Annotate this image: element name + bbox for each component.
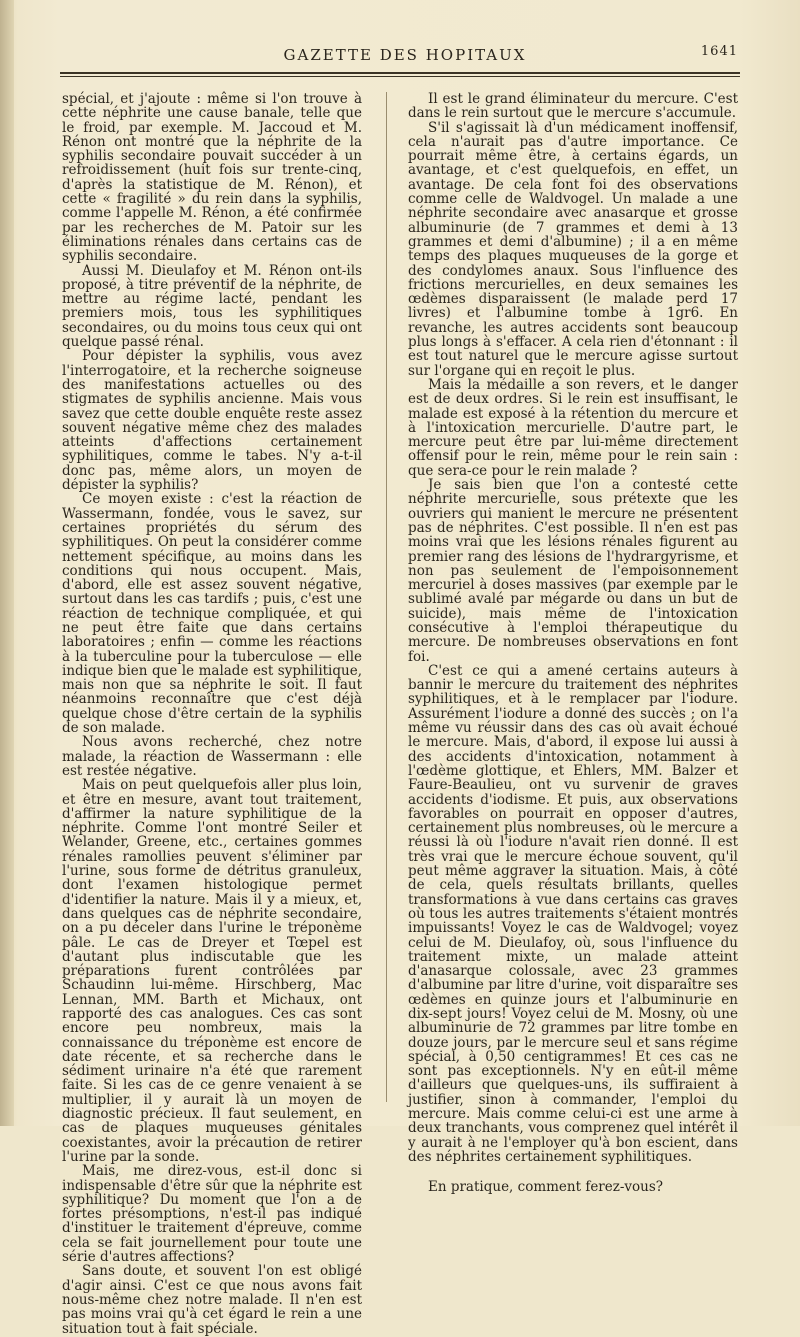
paragraph: Ce moyen existe : c'est la réaction de Wassermann, fondée, vous le savez, sur certaines propriétés du sérum des syphilitiques. On peut la considérer comme nettement spécifique, au moins dans les conditions qui nous occupent. Mais, d'abord, elle est assez souvent négative, surtout dans les cas tardifs ; puis, c'est une réaction de technique compliquée, et qui ne peut être faite que dans certains laboratoires ; enfin — comme les réactions à la tuberculine pour la tuberculose — elle indique bien que le malade est syphilitique, mais non que sa néphrite le soit. Il faut néanmoins reconnaître que c'est déjà quelque chose d'être certain de la syphilis de son malade. <box>62 491 362 737</box>
header-rule-thin <box>60 76 740 77</box>
right-column <box>408 92 738 1195</box>
column-divider <box>386 92 387 1102</box>
paragraph: Il est le grand éliminateur du mercure. C'est dans le rein surtout que le mercure s'accumule. <box>408 91 738 122</box>
paragraph: Nous avons recherché, chez notre malade, la réaction de Wassermann : elle est restée négative. <box>62 734 362 779</box>
paragraph: Mais on peut quelquefois aller plus loin, et être en mesure, avant tout traitement, d'affirmer la nature syphilitique de la néphrite. Comme l'ont montré Seiler et Welander, Greene, etc., certaines gommes rénales ramollies peuvent s'éliminer par l'urine, sous forme de détritus granuleux, dont l'examen histologique permet d'identifier la nature. Mais il y a mieux, et, dans quelques cas de néphrite secondaire, on a pu déceler dans l'urine le tréponème pâle. Le cas de Dreyer et Tœpel est d'autant plus indiscutable que les préparations furent contrôlées par Schaudinn lui-même. Hirschberg, Mac Lennan, MM. Barth et Michaux, ont rapporté des cas analogues. Ces cas sont encore peu nombreux, mais la connaissance du tréponème est encore de date récente, et sa recherche dans le sédiment urinaire n'a été que rarement faite. Si les cas de ce genre venaient à se multiplier, il y aurait là un moyen de diagnostic précieux. Il faut seulement, en cas de plaques muqueuses génitales coexistantes, avoir la précaution de retirer l'urine par la sonde. <box>62 777 362 1165</box>
journal-title: GAZETTE DES HOPITAUX <box>283 46 527 64</box>
paragraph: C'est ce qui a amené certains auteurs à bannir le mercure du traitement des néphrites syphilitiques, et à le remplacer par l'iodure. Assurément l'iodure a donné des succès ; on l'a même vu réussir dans des cas où avait échoué le mercure. Mais, d'abord, il expose lui aussi à des accidents d'intoxication, notamment à l'œdème glottique, et Ehlers, MM. Balzer et Faure-Beaulieu, ont vu survenir de graves accidents d'iodisme. Et puis, aux observations favorables on pourrait en opposer d'autres, certainement plus nombreuses, où le mercure a réussi là où l'iodure n'avait rien donné. Il est très vrai que le mercure échoue souvent, qu'il peut même aggraver la situation. Mais, à côté de cela, quels résultats brillants, quelles transformations à vue dans certains cas graves où tous les autres traitements s'étaient montrés impuissants! Voyez le cas de Waldvogel; voyez celui de M. Dieulafoy, où, sous l'influence du traitement mixte, un malade atteint d'anasarque colossale, avec 23 grammes d'albumine par litre d'urine, voit disparaître ses œdèmes en quinze jours et l'albuminurie en dix-sept jours! Voyez celui de M. Mosny, où une albuminurie de 72 grammes par litre tombe en douze jours, par le mercure seul et sans régime spécial, à 0,50 centigrammes! Et ces cas ne sont pas exceptionnels. N'y en eût-il même d'ailleurs que quelques-uns, ils suffiraient à justifier, sinon à commander, l'emploi du mercure. Mais comme celui-ci est une arme à deux tranchants, vous comprenez quel intérêt il y aurait à ne l'employer qu'à bon escient, dans des néphrites certainement syphilitiques. <box>408 662 738 1165</box>
page-header <box>50 46 750 68</box>
paragraph: Pour dépister la syphilis, vous avez l'interrogatoire, et la recherche soigneuse des manifestations actuelles ou des stigmates de syphilis ancienne. Mais vous savez que cette double enquête reste assez souvent négative même chez des malades atteints d'affections certainement syphilitiques, comme le tabes. N'y a-t-il donc pas, même alors, un moyen de dépister la syphilis? <box>62 348 362 494</box>
page-number: 1641 <box>700 44 738 59</box>
paragraph: Sans doute, et souvent l'on est obligé d'agir ainsi. C'est ce que nous avons fait nous-même chez notre malade. Il n'en est pas moins vrai qu'à cet égard le rein a une situation tout à fait spéciale. <box>62 1263 362 1337</box>
paragraph: Mais la médaille a son revers, et le danger est de deux ordres. Si le rein est insuffisant, le malade est exposé à la rétention du mercure et à l'intoxication mercurielle. D'autre part, le mercure peut être par lui-même directement offensif pour le rein, même pour le rein sain : que sera-ce pour le rein malade ? <box>408 376 738 479</box>
left-column <box>62 92 362 1336</box>
paragraph: Aussi M. Dieulafoy et M. Rénon ont-ils proposé, à titre préventif de la néphrite, de mettre au régime lacté, pendant les premiers mois, tous les syphilitiques secondaires, ou du moins tous ceux qui ont quelque passé rénal. <box>62 262 362 351</box>
paragraph: S'il s'agissait là d'un médicament inoffensif, cela n'aurait pas d'autre importance. Ce pourrait même être, à certains égards, un avantage, et c'est quelquefois, en effet, un avantage. De cela font foi des observations comme celle de Waldvogel. Un malade a une néphrite secondaire avec anasarque et grosse albuminurie (de 7 grammes et demi à 13 grammes et demi d'albumine) ; il a en même temps des plaques muqueuses de la gorge et des condylomes anaux. Sous l'influence des frictions mercurielles, en deux semaines les œdèmes disparaissent (le malade perd 17 livres) et l'albumine tombe à 1gr6. En revanche, les autres accidents sont beaucoup plus longs à s'effacer. A cela rien d'étonnant : il est tout naturel que le mercure agisse surtout sur l'organe qui en reçoit le plus. <box>408 119 738 379</box>
header-rule-thick <box>60 72 740 74</box>
paragraph: Je sais bien que l'on a contesté cette néphrite mercurielle, sous prétexte que les ouvriers qui manient le mercure ne présentent pas de néphrites. C'est possible. Il n'en est pas moins vrai que les lésions rénales figurent au premier rang des lésions de l'hydrargyrisme, et non pas seulement de l'empoisonnement mercuriel à doses massives (par exemple par le sublimé avalé par mégarde ou dans un but de suicide), mais même de l'intoxication consécutive à l'emploi thérapeutique du mercure. De nombreuses observations en font foi. <box>408 477 738 665</box>
paragraph: En pratique, comment ferez-vous? <box>428 1179 664 1196</box>
paragraph: Mais, me direz-vous, est-il donc si indispensable d'être sûr que la néphrite est syphilitique? Du moment que l'on a de fortes présomptions, n'est-il pas indiqué d'instituer le traitement d'épreuve, comme cela se fait journellement pour toute une série d'autres affections? <box>62 1163 362 1266</box>
paragraph: spécial, et j'ajoute : même si l'on trouve à cette néphrite une cause banale, telle que le froid, par exemple. M. Jaccoud et M. Rénon ont montré que la néphrite de la syphilis secondaire pouvait succéder à un refroidissement (huit fois sur trente-cinq, d'après la statistique de M. Rénon), et cette « fragilité » du rein dans la syphilis, comme l'appelle M. Rénon, a été confirmée par les recherches de M. Patoir sur les éliminations rénales dans certains cas de syphilis secondaire. <box>62 91 362 265</box>
page-binding-edge <box>0 0 14 1126</box>
